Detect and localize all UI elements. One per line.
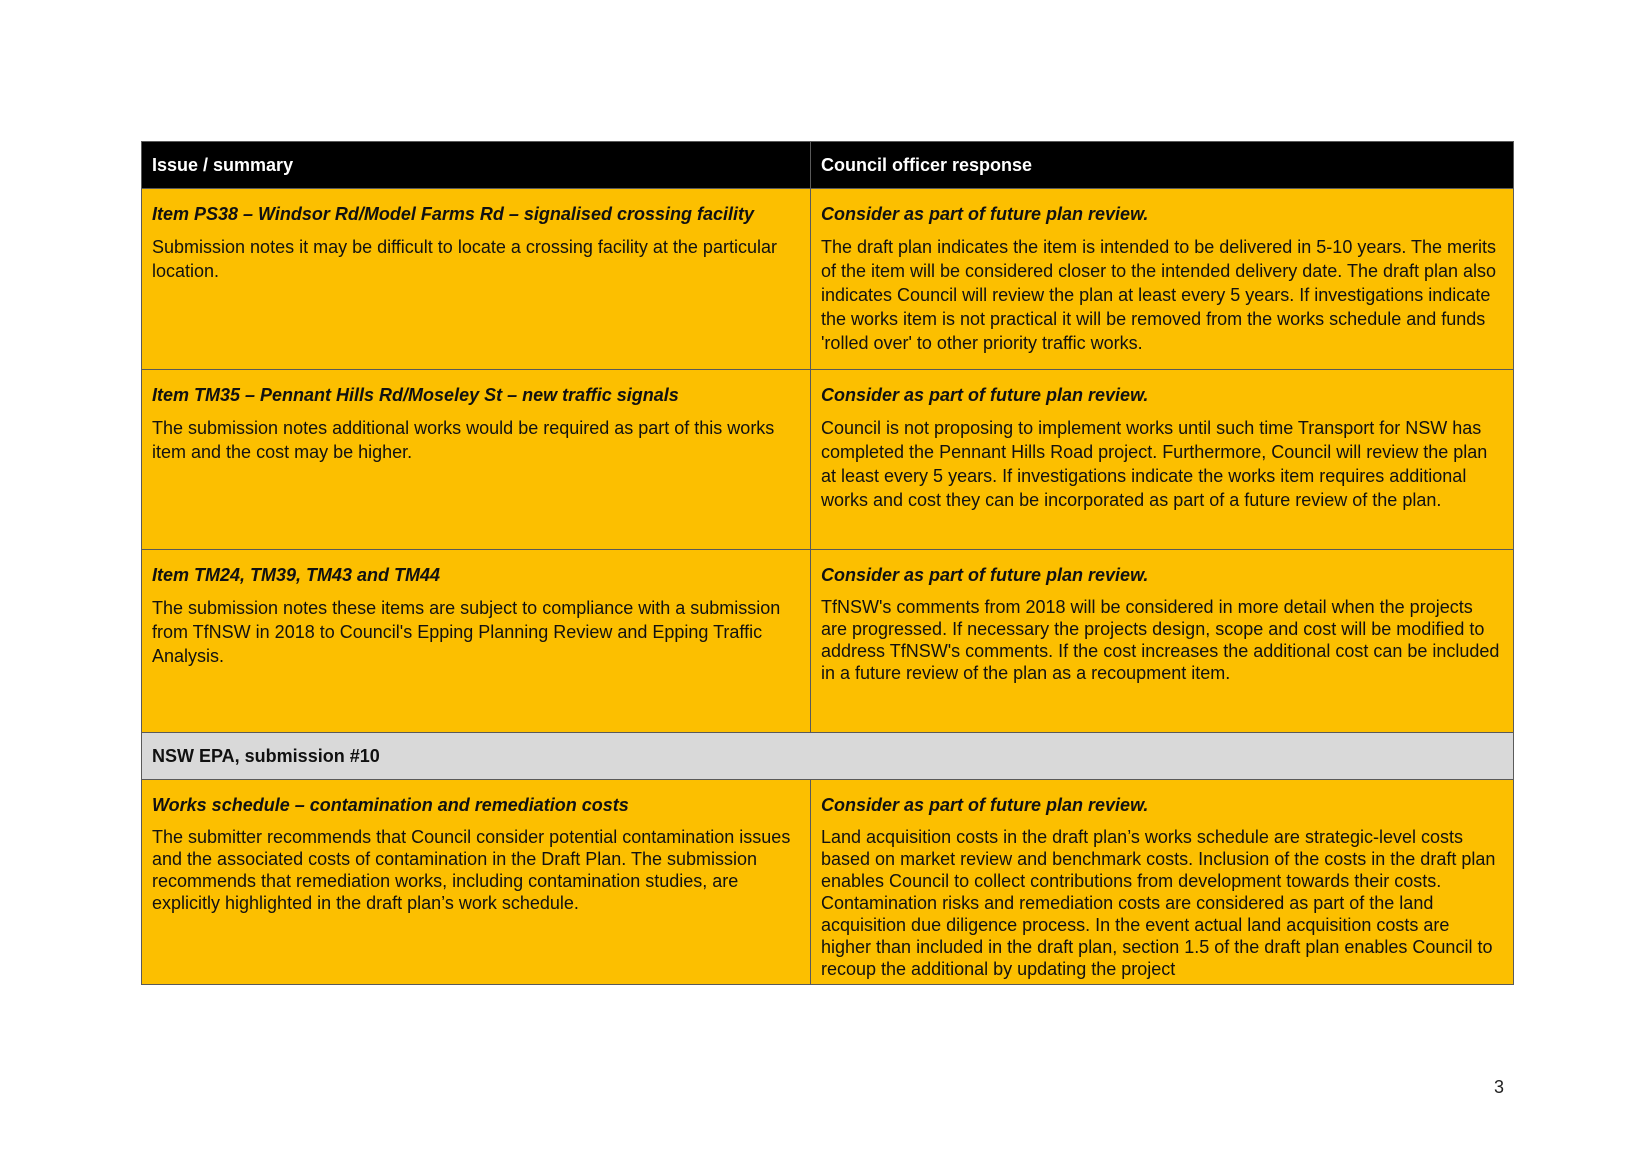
response-title: Consider as part of future plan review. [821, 204, 1149, 224]
issue-title: Works schedule – contamination and remediation costs [152, 795, 629, 815]
section-title: NSW EPA, submission #10 [142, 733, 1514, 780]
response-body: The draft plan indicates the item is intended to be delivered in 5-10 years. The merits of the item will be considered closer to the intended delivery date. The draft plan also indicates Council will review the plan at least every 5 years. If investigations indicate the works item is not practical it will be removed from the works schedule and funds 'rolled over' to other priority traffic works. [821, 237, 1497, 353]
table-row [142, 550, 1514, 733]
table-row [142, 189, 1514, 370]
table-row [142, 780, 1514, 985]
page-number: 3 [1494, 1077, 1505, 1097]
issue-cell [142, 550, 811, 733]
issue-body: The submission notes these items are subject to compliance with a submission from TfNSW in 2018 to Council's Epping Planning Review and Epping Traffic Analysis. [152, 598, 781, 666]
response-title: Consider as part of future plan review. [821, 565, 1149, 585]
response-cell [811, 370, 1514, 550]
response-body: Council is not proposing to implement works until such time Transport for NSW has completed the Pennant Hills Road project. Furthermore, Council will review the plan at least every 5 years. If investigations indicate the works item requires additional works and cost they can be incorporated as part of a future review of the plan. [821, 418, 1488, 510]
column-header-issue: Issue / summary [142, 142, 811, 189]
table-header-row [142, 142, 1514, 189]
issue-body: The submitter recommends that Council consider potential contamination issues and the associated costs of contamination in the Draft Plan. The submission recommends that remediation works, including contamination studies, are explicitly highlighted in the draft plan’s work schedule. [152, 827, 791, 913]
table-row [142, 370, 1514, 550]
issue-cell [142, 189, 811, 370]
issue-cell [142, 370, 811, 550]
response-body: TfNSW's comments from 2018 will be considered in more detail when the projects are progressed. If necessary the projects design, scope and cost will be modified to address TfNSW's comments. If the cost increases the additional cost can be included in a future review of the plan as a recoupment item. [821, 597, 1500, 683]
response-title: Consider as part of future plan review. [821, 795, 1149, 815]
response-cell [811, 780, 1514, 985]
issue-title: Item TM24, TM39, TM43 and TM44 [152, 565, 441, 585]
issue-title: Item PS38 – Windsor Rd/Model Farms Rd – signalised crossing facility [152, 204, 754, 224]
issue-cell [142, 780, 811, 985]
issue-body: The submission notes additional works would be required as part of this works item and the cost may be higher. [152, 418, 775, 462]
issue-title: Item TM35 – Pennant Hills Rd/Moseley St – new traffic signals [152, 385, 679, 405]
response-body: Land acquisition costs in the draft plan’s works schedule are strategic-level costs based on market review and benchmark costs. Inclusion of the costs in the draft plan enables Council to collect contributions from development towards their costs. Contamination risks and remediation costs are considered as part of the land acquisition due diligence process. In the event actual land acquisition costs are higher than included in the draft plan, section 1.5 of the draft plan enables Council to recoup the additional by updating the project [821, 827, 1496, 979]
submissions-table [141, 141, 1514, 985]
response-cell [811, 189, 1514, 370]
response-title: Consider as part of future plan review. [821, 385, 1149, 405]
section-header-row [142, 733, 1514, 780]
response-cell [811, 550, 1514, 733]
issue-body: Submission notes it may be difficult to locate a crossing facility at the particular location. [152, 237, 777, 281]
column-header-response: Council officer response [811, 142, 1514, 189]
